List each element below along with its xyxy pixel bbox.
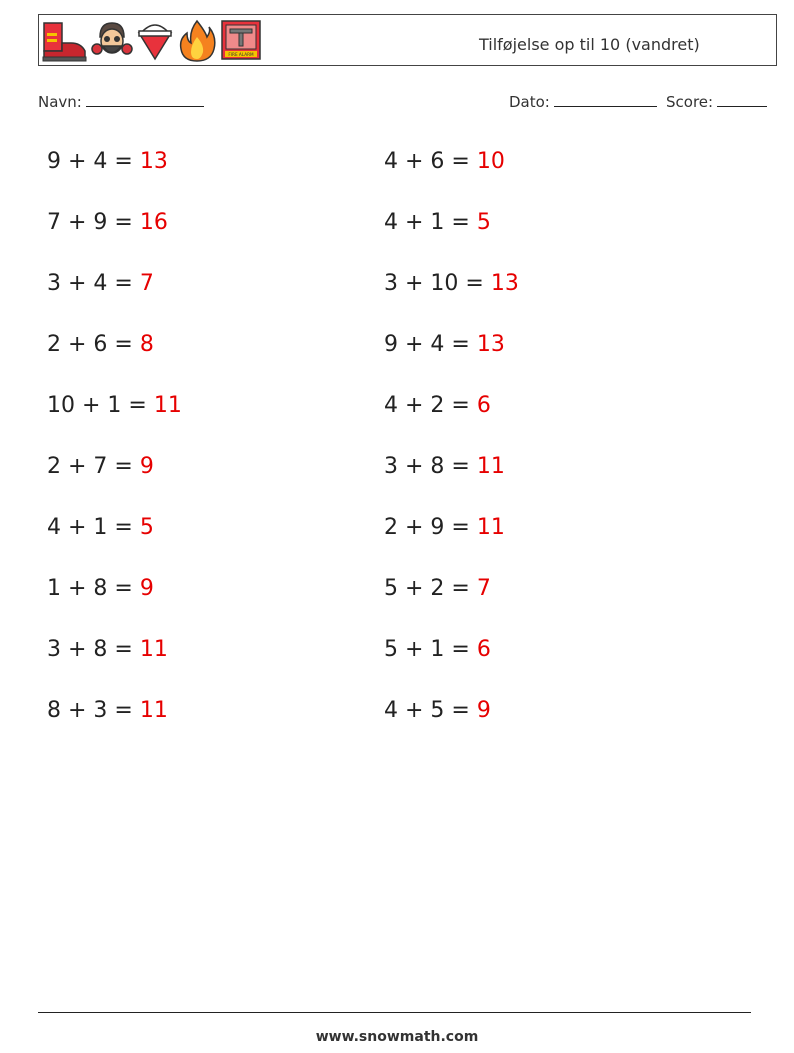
problem-item: [47, 515, 154, 540]
problem-item: [47, 698, 168, 723]
problem-answer: 11: [139, 698, 168, 723]
problem-item: [384, 454, 505, 479]
alarm-label: FIRE ALARM: [228, 52, 254, 57]
problem-answer: 16: [139, 210, 168, 235]
problem-item: [47, 393, 182, 418]
name-blank[interactable]: [86, 92, 204, 107]
problem-text: 2 + 6 =: [47, 332, 140, 357]
header-icons: [41, 18, 263, 64]
problem-answer: 13: [490, 271, 519, 296]
problem-text: 2 + 9 =: [384, 515, 477, 540]
footer-url[interactable]: www.snowmath.com: [315, 1029, 479, 1045]
problem-text: 5 + 1 =: [384, 637, 477, 662]
fire-bucket-icon: [135, 19, 175, 63]
problem-item: [384, 637, 491, 662]
problem-text: 7 + 9 =: [47, 210, 140, 235]
problem-text: 3 + 10 =: [384, 271, 491, 296]
problem-text: 9 + 4 =: [384, 332, 477, 357]
fire-boot-icon: [41, 19, 89, 63]
problem-text: 3 + 4 =: [47, 271, 140, 296]
problem-item: [384, 149, 505, 174]
problem-answer: 7: [139, 271, 154, 296]
problem-answer: 6: [476, 393, 491, 418]
problem-answer: 5: [139, 515, 154, 540]
name-label: Navn:: [38, 93, 82, 111]
problem-text: 5 + 2 =: [384, 576, 477, 601]
problem-text: 4 + 5 =: [384, 698, 477, 723]
problem-item: [384, 210, 491, 235]
problem-answer: 11: [153, 393, 182, 418]
problem-item: [384, 271, 519, 296]
footer-divider: [38, 1012, 751, 1013]
problem-item: [384, 576, 491, 601]
problem-answer: 8: [139, 332, 154, 357]
problem-answer: 13: [476, 332, 505, 357]
problem-text: 4 + 6 =: [384, 149, 477, 174]
problem-item: [47, 637, 168, 662]
score-label: Score:: [666, 93, 714, 111]
problem-answer: 6: [476, 637, 491, 662]
problem-text: 4 + 1 =: [47, 515, 140, 540]
problem-answer: 11: [476, 454, 505, 479]
problem-answer: 11: [139, 637, 168, 662]
fire-alarm-icon: [219, 19, 263, 63]
problem-text: 10 + 1 =: [47, 393, 154, 418]
problem-text: 8 + 3 =: [47, 698, 140, 723]
worksheet-header: [38, 14, 777, 66]
score-blank[interactable]: [717, 92, 767, 107]
problem-text: 2 + 7 =: [47, 454, 140, 479]
problem-item: [384, 515, 505, 540]
problem-item: [47, 210, 168, 235]
name-field[interactable]: [38, 92, 204, 111]
problem-answer: 9: [139, 576, 154, 601]
problem-answer: 7: [476, 576, 491, 601]
date-blank[interactable]: [554, 92, 657, 107]
problem-text: 9 + 4 =: [47, 149, 140, 174]
problem-item: [384, 393, 491, 418]
problem-answer: 10: [476, 149, 505, 174]
problem-answer: 9: [476, 698, 491, 723]
problem-answer: 13: [139, 149, 168, 174]
problem-item: [384, 332, 505, 357]
problem-item: [47, 149, 168, 174]
date-label: Dato:: [509, 93, 550, 111]
problem-text: 1 + 8 =: [47, 576, 140, 601]
date-field[interactable]: [509, 92, 657, 111]
flame-icon: [177, 19, 217, 63]
problem-item: [384, 698, 491, 723]
problem-text: 3 + 8 =: [47, 637, 140, 662]
problem-text: 4 + 1 =: [384, 210, 477, 235]
problem-item: [47, 454, 154, 479]
problem-item: [47, 332, 154, 357]
problem-item: [47, 271, 154, 296]
gas-mask-icon: [91, 19, 133, 63]
problem-answer: 9: [139, 454, 154, 479]
problem-item: [47, 576, 154, 601]
problem-text: 3 + 8 =: [384, 454, 477, 479]
problem-answer: 5: [476, 210, 491, 235]
problem-text: 4 + 2 =: [384, 393, 477, 418]
problem-answer: 11: [476, 515, 505, 540]
score-field[interactable]: [666, 92, 767, 111]
worksheet-title: Tilføjelse op til 10 (vandret): [479, 35, 700, 54]
